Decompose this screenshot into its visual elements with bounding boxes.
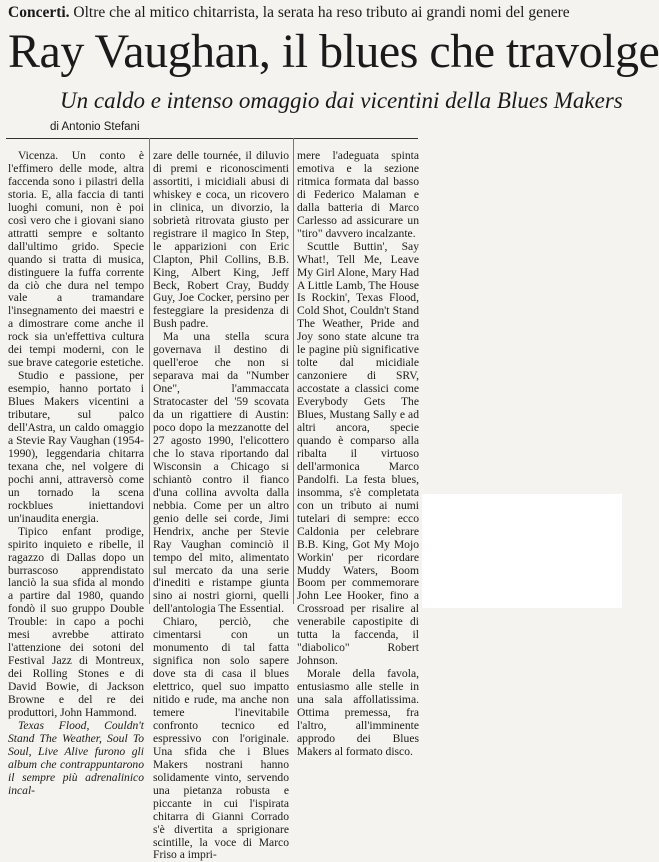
article-column-1	[8, 149, 144, 797]
byline: di Antonio Stefani	[50, 121, 140, 133]
paragraph: zare delle tournée, il diluvio di premi e riconoscimenti assortiti, i micidiali abusi di whiskey e coca, un ricovero in clinica, un divorzio, la sobrietà ritrovata giusto per registrare il magico In Step, le apparizioni con Eric Clapton, Phil Collins, B.B. King, Albert King, Jeff Beck, Robert Cray, Buddy Guy, Joe Cocker, persino per festeggiare la presidenza di Bush padre.	[153, 149, 289, 331]
header-rule	[6, 138, 418, 139]
headline: Ray Vaughan, il blues che travolge	[8, 25, 659, 78]
paragraph: mere l'adeguata spinta emotiva e la sezione ritmica formata dal basso di Federico Malaman e dalla batteria di Marco Carlesso ad assicurare un "tiro" davvero incalzante.	[297, 149, 419, 240]
paragraph: Studio e passione, per esempio, hanno portato i Blues Makers vicentini a tributare, sul palco dell'Astra, un caldo omaggio a Stevie Ray Vaughan (1954-1990), leggendaria chitarra texana che, nel volgere di pochi anni, attraversò come un tornado la scena rockblues iniettandovi un'inaudita energia.	[8, 369, 144, 525]
paragraph: Morale della favola, entusiasmo alle stelle in una sala affollatissima. Ottima premessa, fra l'altro, all'imminente approdo dei Blues Makers al formato disco.	[297, 667, 419, 758]
kicker-line	[8, 4, 618, 22]
subheadline: Un caldo e intenso omaggio dai vicentini della Blues Makers	[60, 88, 623, 113]
kicker-text: Oltre che al mitico chitarrista, la serata ha reso tributo ai grandi nomi del genere	[69, 4, 570, 21]
column-divider	[293, 138, 294, 604]
kicker-label: Concerti.	[8, 4, 70, 21]
paragraph: Scuttle Buttin', Say What!, Tell Me, Leave My Girl Alone, Mary Had A Little Lamb, The House Is Rockin', Texas Flood, Cold Shot, Couldn't Stand The Weather, Pride and Joy sono state alcune tra le pagine più significative tolte dal micidiale canzoniere di SRV, accostate a classici come Everybody Gets The Blues, Mustang Sally e ad altri ancora, specie quando è comparso alla ribalta il virtuoso dell'armonica Marco Pandolfi. La festa blues, insomma, s'è completata con un tributo ai numi tutelari di sempre: ecco Caldonia per celebrare B.B. King, Got My Mojo Workin' per ricordare Muddy Waters, Boom Boom per commemorare John Lee Hooker, fino a Crossroad per risalire al venerabile capostipite di tutta la faccenda, il "diabolico" Robert Johnson.	[297, 239, 419, 668]
paragraph: Ma una stella scura governava il destino di quell'eroe che non si separava mai da "Number One", l'ammaccata Stratocaster del '59 scovata da un rigattiere di Austin: poco dopo la mezzanotte del 27 agosto 1990, l'elicottero che lo stava riportando dal Wisconsin a Chicago si schiantò contro il fianco d'una collina avvolta dalla nebbia. Come per un altro genio delle sei corde, Jimi Hendrix, anche per Stevie Ray Vaughan cominciò il tempo del mito, alimentato sul mercato da una serie d'inediti e ristampe giunta sino ai nostri giorni, quelli dell'antologia The Essential.	[153, 330, 289, 616]
column-divider	[149, 138, 150, 604]
paragraph: Chiaro, perciò, che cimentarsi con un monumento di tal fatta significa non solo sapere dove sta di casa il blues elettrico, quel suo impatto nitido e rude, ma anche non temere l'inevitabile confronto tecnico ed espressivo con l'originale. Una sfida che i Blues Makers nostrani hanno solidamente vinto, servendo una pietanza robusta e piccante in cui l'ispirata chitarra di Gianni Corrado s'è divertita a sprigionare scintille, la voce di Marco Friso a impri-	[153, 615, 289, 862]
paragraph: Texas Flood, Couldn't Stand The Weather, Soul To Soul, Live Alive furono gli album che contrappuntarono il sempre più adrenalinico incal-	[8, 718, 144, 797]
article-column-2	[153, 149, 289, 862]
paragraph: Vicenza. Un conto è l'effimero delle mode, altra faccenda sono i pilastri della storia. E, alla faccia di tanti luoghi comuni, non è poi così vero che i giovani siano attratti sempre e soltanto dall'ultimo grido. Specie quando si tratta di musica, distinguere la fuffa corrente da ciò che dura nel tempo vale a tramandare l'insegnamento dei maestri e a dimostrare come anche il rock sia un'effettiva cultura dei tempi moderni, con le sue brave categorie estetiche.	[8, 149, 144, 370]
article-column-3	[297, 149, 419, 758]
paragraph: Tipico enfant prodige, spirito inquieto e ribelle, il ragazzo di Dallas dopo un burrascoso apprendistato lanciò la sua sfida al mondo a partire dal 1980, quando fondò il suo gruppo Double Trouble: in capo a pochi mesi avrebbe attirato l'attenzione dei sotoni del Festival Jazz di Montreux, dei Rolling Stones e di David Bowie, di Jackson Browne e del re dei produttori, John Hammond.	[8, 524, 144, 719]
blank-area	[422, 494, 622, 608]
